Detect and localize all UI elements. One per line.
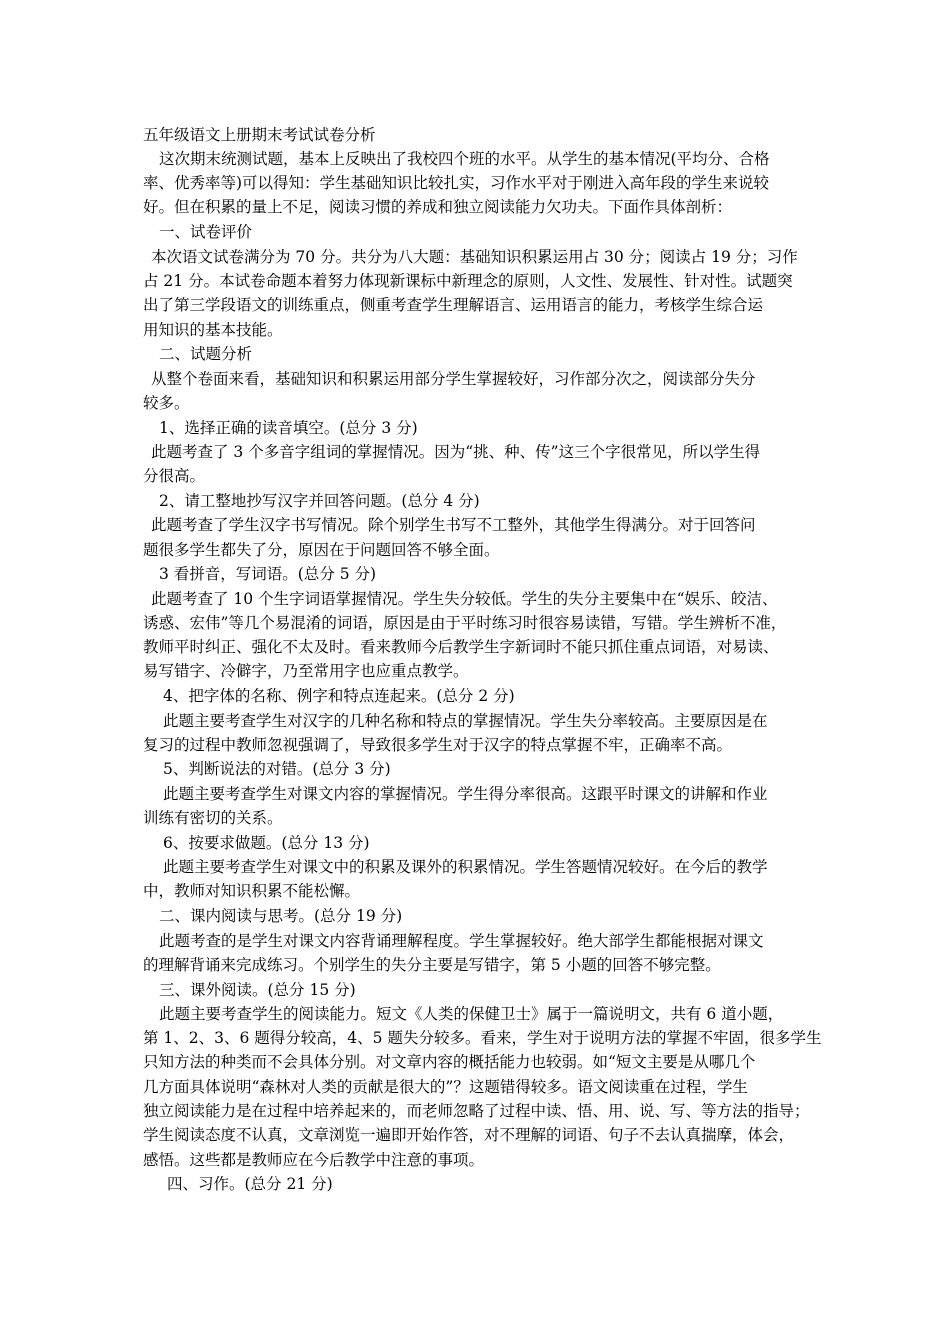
paragraph-line: 此题考查了 10 个生字词语掌握情况。学生失分较低。学生的失分主要集中在“娱乐、皎洁、 (151, 590, 778, 608)
paragraph-line: 率、优秀率等)可以得知：学生基础知识比较扎实，习作水平对于刚进入高年段的学生来说较 (143, 174, 770, 192)
paragraph-line: 教师平时纠正、强化不太及时。看来教师今后教学生字新词时不能只抓住重点词语，对易读、 (143, 638, 779, 656)
paragraph-line: 独立阅读能力是在过程中培养起来的，而老师忽略了过程中读、悟、用、说、写、等方法的指导； (143, 1102, 810, 1120)
paragraph-line: 中，教师对知识积累不能松懈。 (143, 882, 361, 900)
paragraph-line: 占 21 分。本试卷命题本着努力体现新课标中新理念的原则，人文性、发展性、针对性。试题突 (143, 272, 793, 290)
question-heading: 5、判断说法的对错。(总分 3 分) (163, 760, 391, 778)
paragraph-line: 用知识的基本技能。 (143, 321, 283, 339)
paragraph-line: 此题考查了 3 个多音字组词的掌握情况。因为“挑、种、传”这三个字很常见，所以学生得 (151, 443, 761, 461)
paragraph-line: 几方面具体说明“森林对人类的贡献是很大的”？这题错得较多。语文阅读重在过程，学生 (143, 1078, 748, 1096)
paragraph-line: 分很高。 (143, 467, 206, 485)
paragraph-line: 好。但在积累的量上不足，阅读习惯的养成和独立阅读能力欠功夫。下面作具体剖析： (143, 198, 733, 216)
section-heading: 二、课内阅读与思考。(总分 19 分) (159, 907, 403, 925)
question-heading: 2、请工整地抄写汉字并回答问题。(总分 4 分) (159, 492, 480, 510)
paragraph-line: 训练有密切的关系。 (143, 809, 283, 827)
question-heading: 4、把字体的名称、例字和特点连起来。(总分 2 分) (163, 687, 515, 705)
paragraph-line: 这次期末统测试题，基本上反映出了我校四个班的水平。从学生的基本情况(平均分、合格 (159, 150, 770, 168)
paragraph-line: 题很多学生都失了分，原因在于问题回答不够全面。 (143, 541, 500, 559)
section-heading: 四、习作。(总分 21 分) (167, 1175, 333, 1193)
paragraph-line: 学生阅读态度不认真，文章浏览一遍即开始作答，对不理解的词语、句子不去认真揣摩，体会， (143, 1126, 795, 1144)
question-heading: 6、按要求做题。(总分 13 分) (163, 834, 370, 852)
question-heading: 1、选择正确的读音填空。(总分 3 分) (159, 419, 418, 437)
paragraph-line: 较多。 (143, 394, 190, 412)
section-heading: 二、试题分析 (159, 345, 253, 363)
paragraph-line: 本次语文试卷满分为 70 分。共分为八大题：基础知识积累运用占 30 分；阅读占 19 分；习作 (151, 248, 798, 266)
section-heading: 三、课外阅读。(总分 15 分) (159, 981, 356, 999)
section-heading: 一、试卷评价 (159, 223, 253, 241)
paragraph-line: 此题主要考查学生对课文中的积累及课外的积累情况。学生答题情况较好。在今后的教学 (163, 858, 768, 876)
paragraph-line: 感悟。这些都是教师应在今后教学中注意的事项。 (143, 1151, 485, 1169)
paragraph-line: 复习的过程中教师忽视强调了，导致很多学生对于汉字的特点掌握不牢，正确率不高。 (143, 736, 733, 754)
question-heading: 3 看拼音，写词语。(总分 5 分) (159, 565, 377, 583)
paragraph-line: 易写错字、冷僻字，乃至常用字也应重点教学。 (143, 662, 469, 680)
paragraph-line: 只知方法的种类而不会具体分别。对文章内容的概括能力也较弱。如“短文主要是从哪几个 (143, 1053, 756, 1071)
paragraph-line: 出了第三学段语文的训练重点，侧重考查学生理解语言、运用语言的能力，考核学生综合运 (143, 296, 764, 314)
paragraph-line: 第 1、2、3、6 题得分较高，4、5 题失分较多。看来，学生对于说明方法的掌握不牢固，很多学生 (143, 1029, 822, 1047)
paragraph-line: 此题考查了学生汉字书写情况。除个别学生书写不工整外，其他学生得满分。对于回答问 (151, 516, 756, 534)
paragraph-line: 此题主要考查学生的阅读能力。短文《人类的保健卫士》属于一篇说明文，共有 6 道小题， (159, 1005, 784, 1023)
paragraph-line: 诱惑、宏伟”等几个易混淆的词语，原因是由于平时练习时很容易读错，写错。学生辨析不准， (143, 614, 787, 632)
paragraph-line: 此题主要考查学生对课文内容的掌握情况。学生得分率很高。这跟平时课文的讲解和作业 (163, 785, 768, 803)
paragraph-line: 此题考查的是学生对课文内容背诵理解程度。学生掌握较好。绝大部学生都能根据对课文 (159, 932, 764, 950)
paragraph-line: 的理解背诵来完成练习。个别学生的失分主要是写错字，第 5 小题的回答不够完整。 (143, 956, 721, 974)
paragraph-line: 从整个卷面来看，基础知识和积累运用部分学生掌握较好，习作部分次之，阅读部分失分 (151, 370, 756, 388)
document-title: 五年级语文上册期末考试试卷分析 (143, 126, 376, 144)
paragraph-line: 此题主要考查学生对汉字的几种名称和特点的掌握情况。学生失分率较高。主要原因是在 (163, 712, 768, 730)
